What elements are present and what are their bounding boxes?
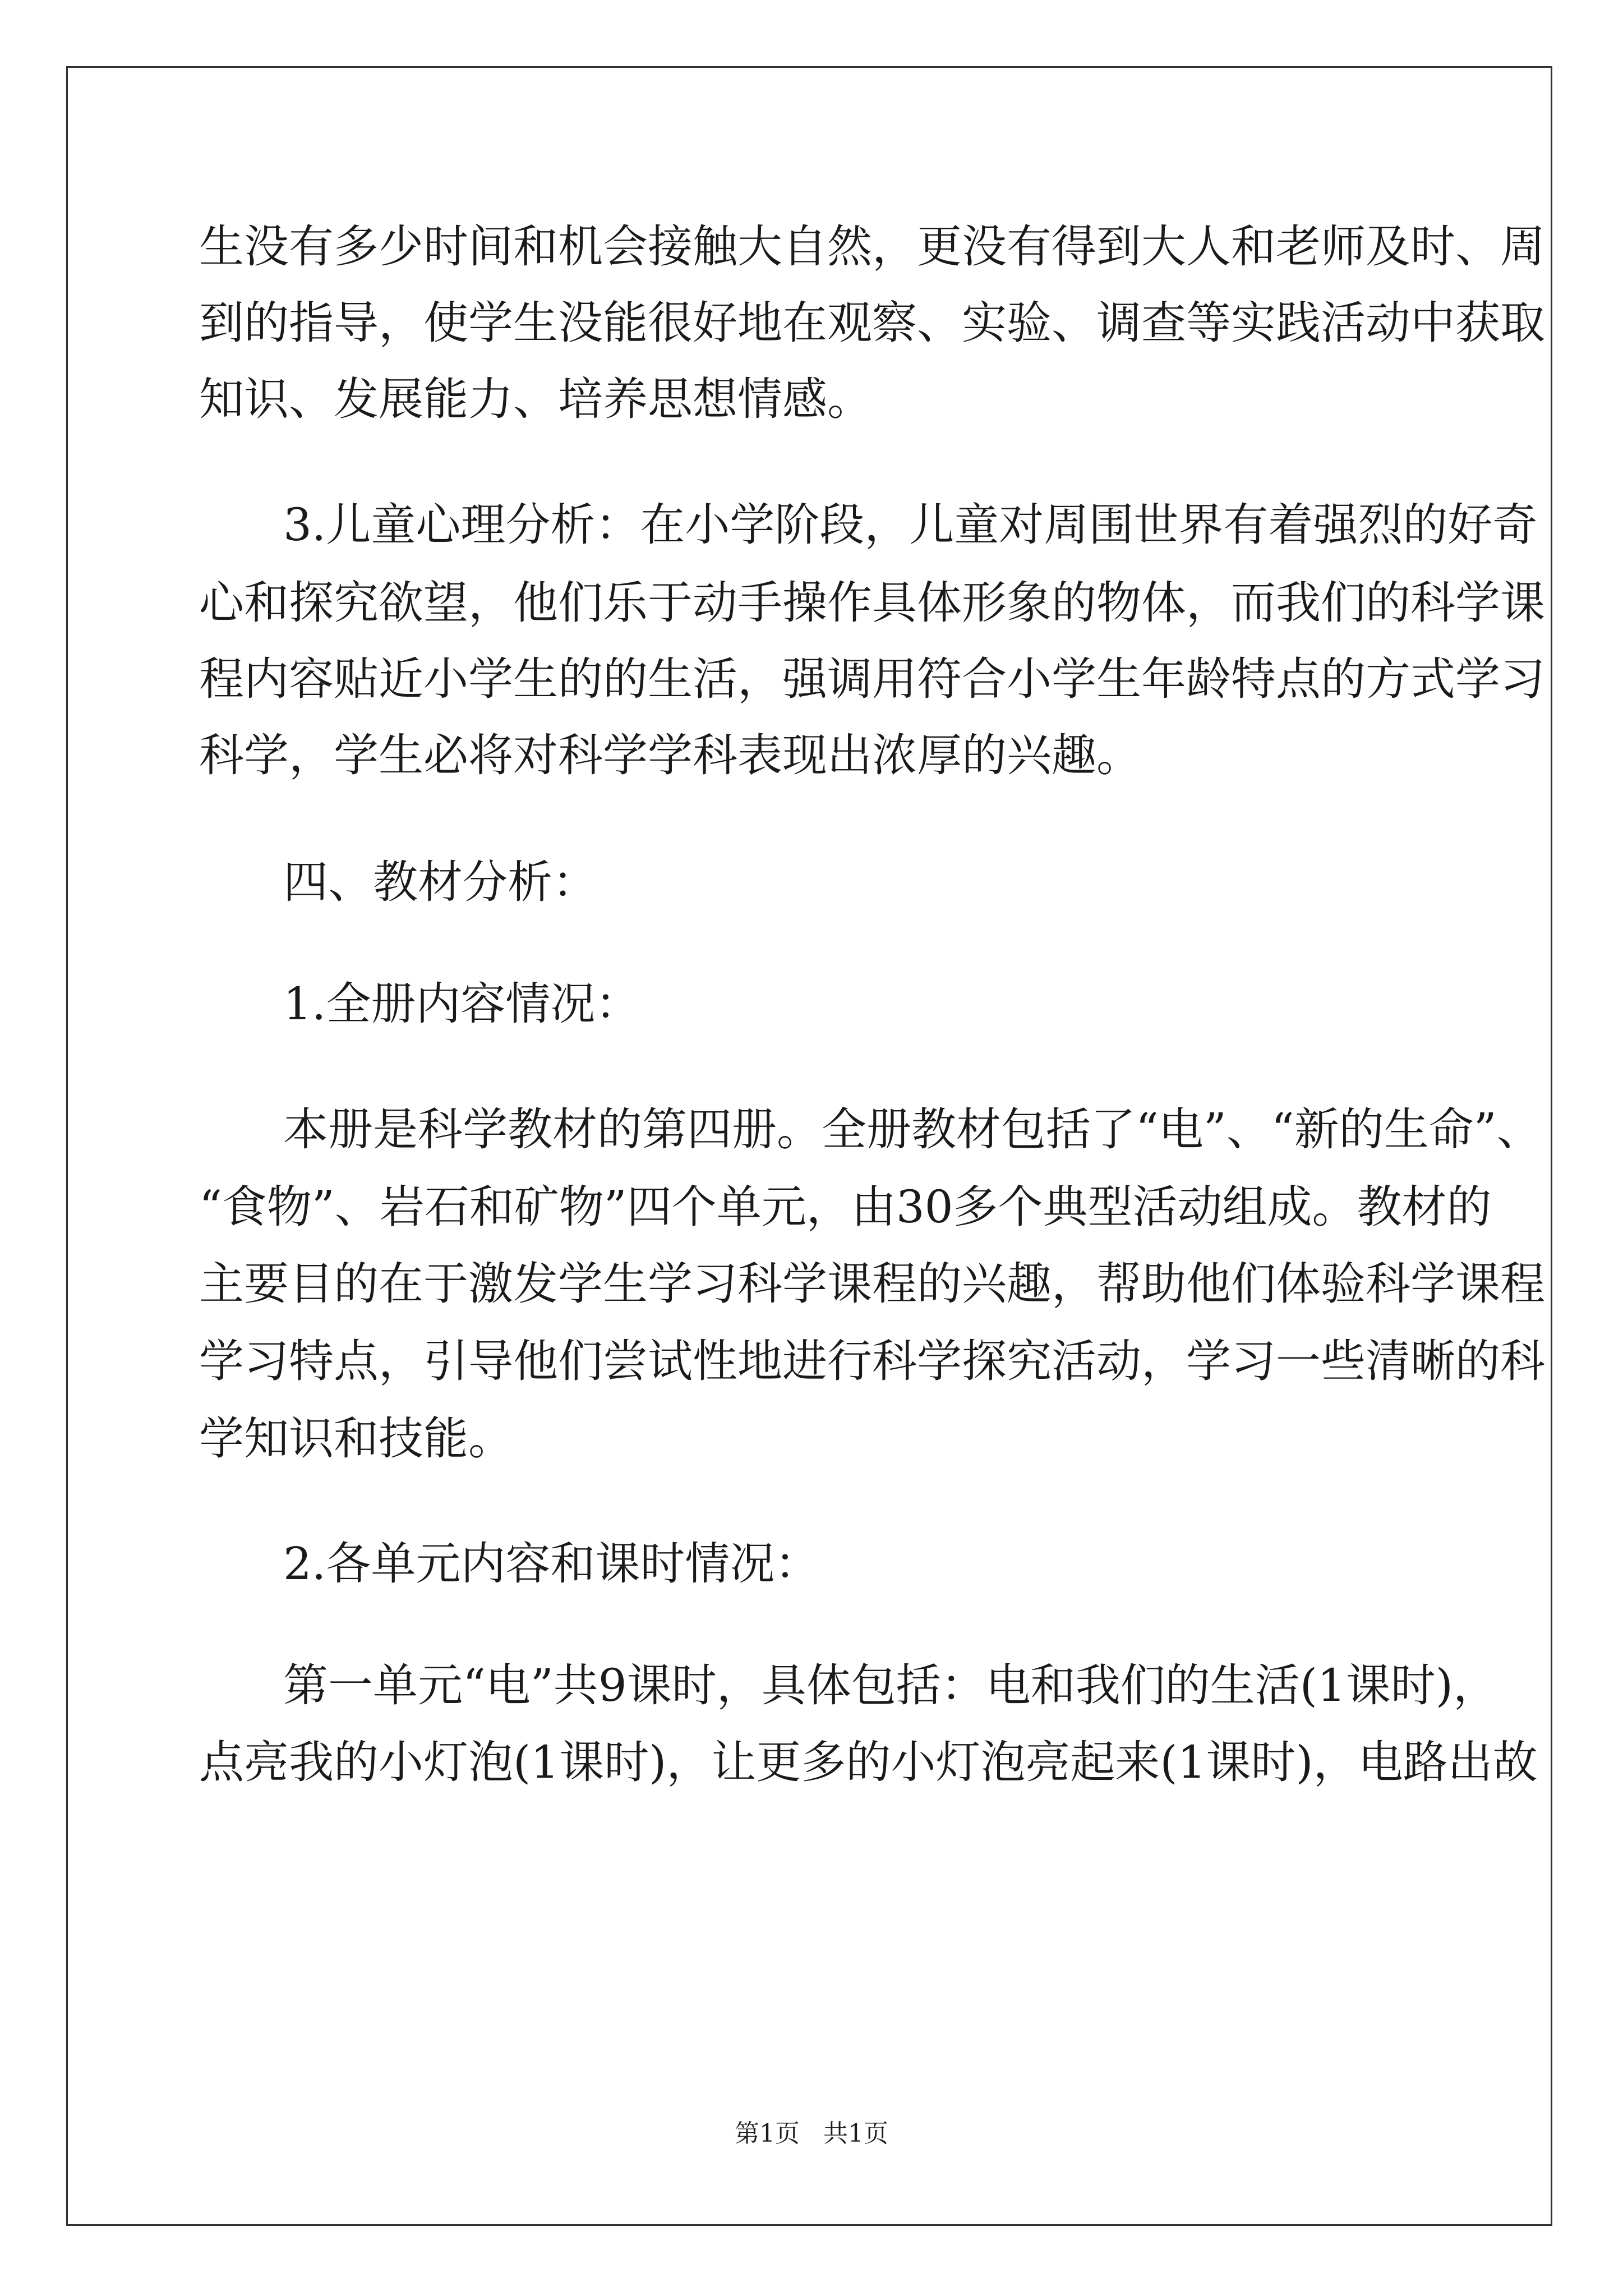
text-line: 本册是科学教材的第四册。全册教材包括了“电”、“新的生命”、 — [283, 1103, 1542, 1156]
text-line: 主要目的在于激发学生学习科学课程的兴趣，帮助他们体验科学课程 — [199, 1258, 1545, 1310]
section-heading: 四、教材分析： — [283, 856, 597, 908]
text-line: 知识、发展能力、培养思想情感。 — [199, 373, 872, 425]
page-number: 第1页 共1页 — [735, 2119, 888, 2148]
text-line: “食物”、岩石和矿物”四个单元，由30多个典型活动组成。教材的 — [199, 1181, 1492, 1233]
text-line: 学知识和技能。 — [199, 1412, 513, 1465]
text-line: 生没有多少时间和机会接触大自然，更没有得到大人和老师及时、周 — [199, 220, 1545, 273]
text-line: 第一单元“电”共9课时，具体包括：电和我们的生活(1课时)， — [283, 1659, 1498, 1711]
text-line: 3.儿童心理分析：在小学阶段，儿童对周围世界有着强烈的好奇 — [283, 499, 1538, 551]
text-line: 点亮我的小灯泡(1课时)，让更多的小灯泡亮起来(1课时)，电路出故 — [199, 1736, 1538, 1788]
text-line: 科学，学生必将对科学学科表现出浓厚的兴趣。 — [199, 729, 1141, 781]
text-line: 程内容贴近小学生的的生活，强调用符合小学生年龄特点的方式学习 — [199, 653, 1545, 705]
text-line: 学习特点，引导他们尝试性地进行科学探究活动，学习一些清晰的科 — [199, 1335, 1545, 1387]
subsection-heading: 2.各单元内容和课时情况： — [283, 1538, 820, 1590]
text-line: 心和探究欲望，他们乐于动手操作具体形象的物体，而我们的科学课 — [199, 577, 1545, 629]
text-line: 到的指导，使学生没能很好地在观察、实验、调查等实践活动中获取 — [199, 297, 1545, 349]
subsection-heading: 1.全册内容情况： — [283, 978, 640, 1030]
